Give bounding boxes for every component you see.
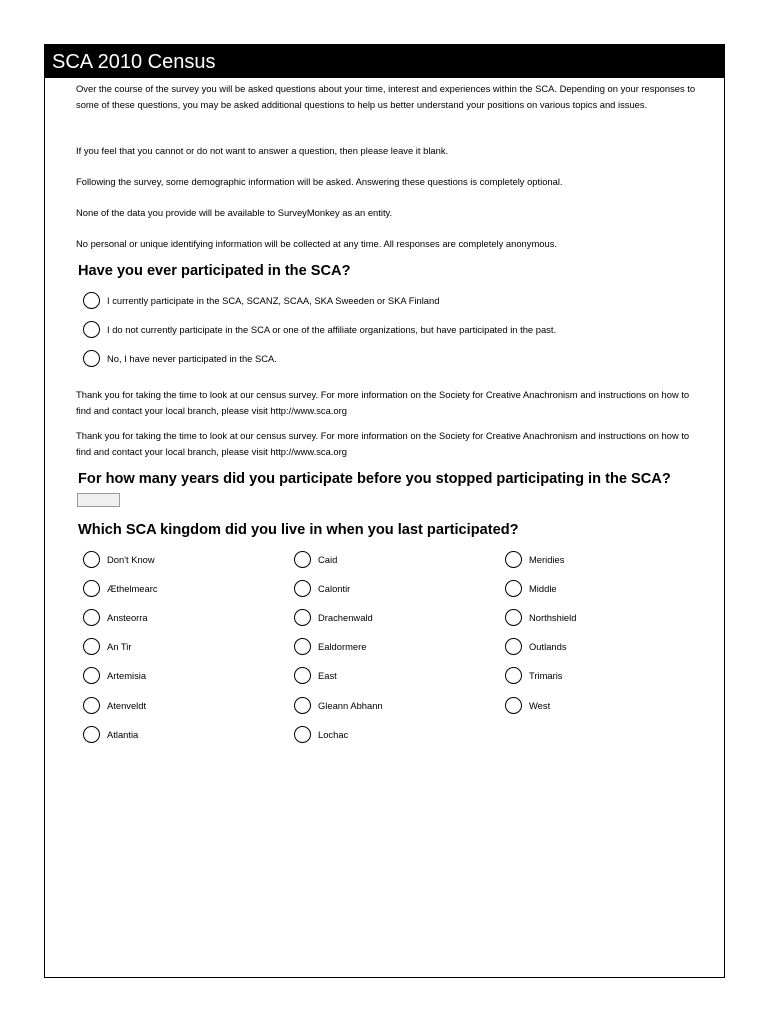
radio-button[interactable] [294, 667, 311, 684]
radio-button[interactable] [83, 638, 100, 655]
survey-title: SCA 2010 Census [52, 51, 216, 73]
option-label: Lochac [318, 729, 349, 740]
radio-button[interactable] [505, 609, 522, 626]
radio-button[interactable] [294, 638, 311, 655]
radio-button[interactable] [294, 697, 311, 714]
radio-button[interactable] [294, 726, 311, 743]
option-label: Ansteorra [107, 612, 148, 623]
option-label: An Tir [107, 641, 132, 652]
question-participation-title: Have you ever participated in the SCA? [78, 263, 351, 279]
intro-paragraph: Over the course of the survey you will be asked questions about your time, interest and experiences within the SCA. Depending on your responses to some of these questions, you may be asked additional questions to help us better understand your positions on various topics and issues. [76, 83, 696, 110]
option-label: West [529, 700, 551, 711]
option-label: I do not currently participate in the SCA or one of the affiliate organizations, but have participated in the past. [107, 324, 557, 335]
radio-button[interactable] [294, 609, 311, 626]
radio-button[interactable] [505, 551, 522, 568]
option-label: Trimaris [529, 670, 563, 681]
option-label: Calontir [318, 583, 351, 594]
intro-paragraph: If you feel that you cannot or do not want to answer a question, then please leave it blank. [76, 145, 449, 156]
thanks-paragraph: Thank you for taking the time to look at our census survey. For more information on the Society for Creative Anachronism and instructions on how to find and contact your local branch, please visit http://www.sca.org [76, 430, 690, 457]
option-label: East [318, 670, 337, 681]
option-label: Caid [318, 554, 338, 565]
option-label: Æthelmearc [107, 583, 158, 594]
option-label: Atlantia [107, 729, 139, 740]
survey-header [45, 45, 724, 78]
radio-button[interactable] [83, 697, 100, 714]
radio-button[interactable] [505, 697, 522, 714]
option-label: Atenveldt [107, 700, 147, 711]
intro-paragraph: No personal or unique identifying information will be collected at any time. All responses are completely anonymous. [76, 238, 557, 249]
intro-paragraph: Following the survey, some demographic information will be asked. Answering these questions is completely optional. [76, 176, 563, 187]
option-label: No, I have never participated in the SCA. [107, 353, 277, 364]
option-label: Middle [529, 583, 557, 594]
radio-button[interactable] [505, 638, 522, 655]
question-years-title: For how many years did you participate before you stopped participating in the SCA? [78, 471, 671, 487]
survey-page [44, 44, 725, 978]
option-label: Gleann Abhann [318, 700, 383, 711]
option-label: Outlands [529, 641, 567, 652]
question-kingdom-title: Which SCA kingdom did you live in when you last participated? [78, 522, 519, 538]
radio-button[interactable] [83, 292, 100, 309]
radio-button[interactable] [505, 667, 522, 684]
radio-button[interactable] [83, 551, 100, 568]
option-label: Ealdormere [318, 641, 367, 652]
intro-paragraph: None of the data you provide will be available to SurveyMonkey as an entity. [76, 207, 393, 218]
radio-button[interactable] [83, 350, 100, 367]
option-label: Artemisia [107, 670, 147, 681]
option-label: Northshield [529, 612, 577, 623]
radio-button[interactable] [294, 580, 311, 597]
radio-button[interactable] [83, 580, 100, 597]
radio-button[interactable] [83, 609, 100, 626]
radio-button[interactable] [83, 321, 100, 338]
option-label: Drachenwald [318, 612, 373, 623]
radio-button[interactable] [83, 726, 100, 743]
option-label: Don't Know [107, 554, 155, 565]
radio-button[interactable] [83, 667, 100, 684]
radio-button[interactable] [294, 551, 311, 568]
option-label: Meridies [529, 554, 565, 565]
radio-button[interactable] [505, 580, 522, 597]
option-label: I currently participate in the SCA, SCANZ, SCAA, SKA Sweeden or SKA Finland [107, 295, 440, 306]
years-input[interactable] [77, 493, 120, 507]
thanks-paragraph: Thank you for taking the time to look at our census survey. For more information on the Society for Creative Anachronism and instructions on how to find and contact your local branch, please visit http://www.sca.org [76, 389, 690, 416]
